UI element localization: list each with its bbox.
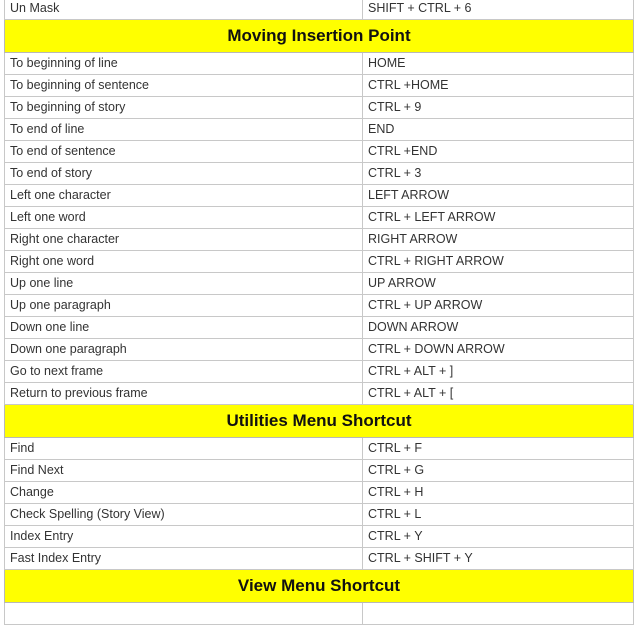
action-cell: To end of line: [5, 119, 363, 141]
table-row: [5, 603, 634, 625]
action-cell: To beginning of story: [5, 97, 363, 119]
shortcut-cell: CTRL + F: [363, 438, 634, 460]
table-row: [5, 361, 634, 383]
action-cell: Right one character: [5, 229, 363, 251]
shortcut-cell: LEFT ARROW: [363, 185, 634, 207]
table-row: [5, 141, 634, 163]
action-cell: To beginning of line: [5, 53, 363, 75]
table-row: [5, 526, 634, 548]
table-row: [5, 317, 634, 339]
shortcut-cell: CTRL + 3: [363, 163, 634, 185]
table-row: [5, 251, 634, 273]
section-header-row: [5, 570, 634, 603]
action-cell: To end of story: [5, 163, 363, 185]
shortcut-cell: CTRL + SHIFT + Y: [363, 548, 634, 570]
table-row: [5, 383, 634, 405]
shortcut-cell: SHIFT + CTRL + 6: [363, 0, 634, 20]
table-row: [5, 53, 634, 75]
shortcut-cell: CTRL + L: [363, 504, 634, 526]
table-row: [5, 504, 634, 526]
table-row: [5, 273, 634, 295]
action-cell: Go to next frame: [5, 361, 363, 383]
action-cell: [5, 603, 363, 625]
table-row: [5, 163, 634, 185]
action-cell: Left one character: [5, 185, 363, 207]
table-row: [5, 207, 634, 229]
shortcut-sheet: [4, 0, 633, 625]
table-row: [5, 482, 634, 504]
section-title: Utilities Menu Shortcut: [5, 405, 634, 438]
table-row: [5, 295, 634, 317]
action-cell: Find Next: [5, 460, 363, 482]
shortcut-cell: CTRL + Y: [363, 526, 634, 548]
table-row: [5, 185, 634, 207]
shortcut-cell: HOME: [363, 53, 634, 75]
action-cell: Check Spelling (Story View): [5, 504, 363, 526]
table-row: [5, 460, 634, 482]
shortcut-cell: CTRL + ALT + [: [363, 383, 634, 405]
shortcut-table: [4, 0, 634, 625]
shortcut-cell: CTRL +END: [363, 141, 634, 163]
shortcut-cell: UP ARROW: [363, 273, 634, 295]
action-cell: Up one paragraph: [5, 295, 363, 317]
table-row: [5, 438, 634, 460]
table-row: [5, 97, 634, 119]
shortcut-cell: DOWN ARROW: [363, 317, 634, 339]
action-cell: Return to previous frame: [5, 383, 363, 405]
section-title: View Menu Shortcut: [5, 570, 634, 603]
shortcut-cell: CTRL + H: [363, 482, 634, 504]
action-cell: Up one line: [5, 273, 363, 295]
action-cell: To end of sentence: [5, 141, 363, 163]
shortcut-cell: [363, 603, 634, 625]
action-cell: Down one paragraph: [5, 339, 363, 361]
action-cell: Un Mask: [5, 0, 363, 20]
action-cell: Fast Index Entry: [5, 548, 363, 570]
shortcut-cell: CTRL + UP ARROW: [363, 295, 634, 317]
shortcut-cell: CTRL + DOWN ARROW: [363, 339, 634, 361]
table-row: [5, 119, 634, 141]
table-row: [5, 548, 634, 570]
shortcut-cell: END: [363, 119, 634, 141]
table-row: [5, 339, 634, 361]
action-cell: Index Entry: [5, 526, 363, 548]
shortcut-cell: CTRL +HOME: [363, 75, 634, 97]
shortcut-cell: RIGHT ARROW: [363, 229, 634, 251]
action-cell: Left one word: [5, 207, 363, 229]
section-header-row: [5, 405, 634, 438]
table-row: [5, 229, 634, 251]
action-cell: Down one line: [5, 317, 363, 339]
shortcut-cell: CTRL + LEFT ARROW: [363, 207, 634, 229]
action-cell: Change: [5, 482, 363, 504]
section-title: Moving Insertion Point: [5, 20, 634, 53]
action-cell: Find: [5, 438, 363, 460]
table-row: [5, 75, 634, 97]
shortcut-table-body: [5, 0, 634, 625]
shortcut-cell: CTRL + RIGHT ARROW: [363, 251, 634, 273]
table-row: [5, 0, 634, 20]
shortcut-cell: CTRL + 9: [363, 97, 634, 119]
action-cell: To beginning of sentence: [5, 75, 363, 97]
shortcut-cell: CTRL + G: [363, 460, 634, 482]
action-cell: Right one word: [5, 251, 363, 273]
shortcut-cell: CTRL + ALT + ]: [363, 361, 634, 383]
section-header-row: [5, 20, 634, 53]
